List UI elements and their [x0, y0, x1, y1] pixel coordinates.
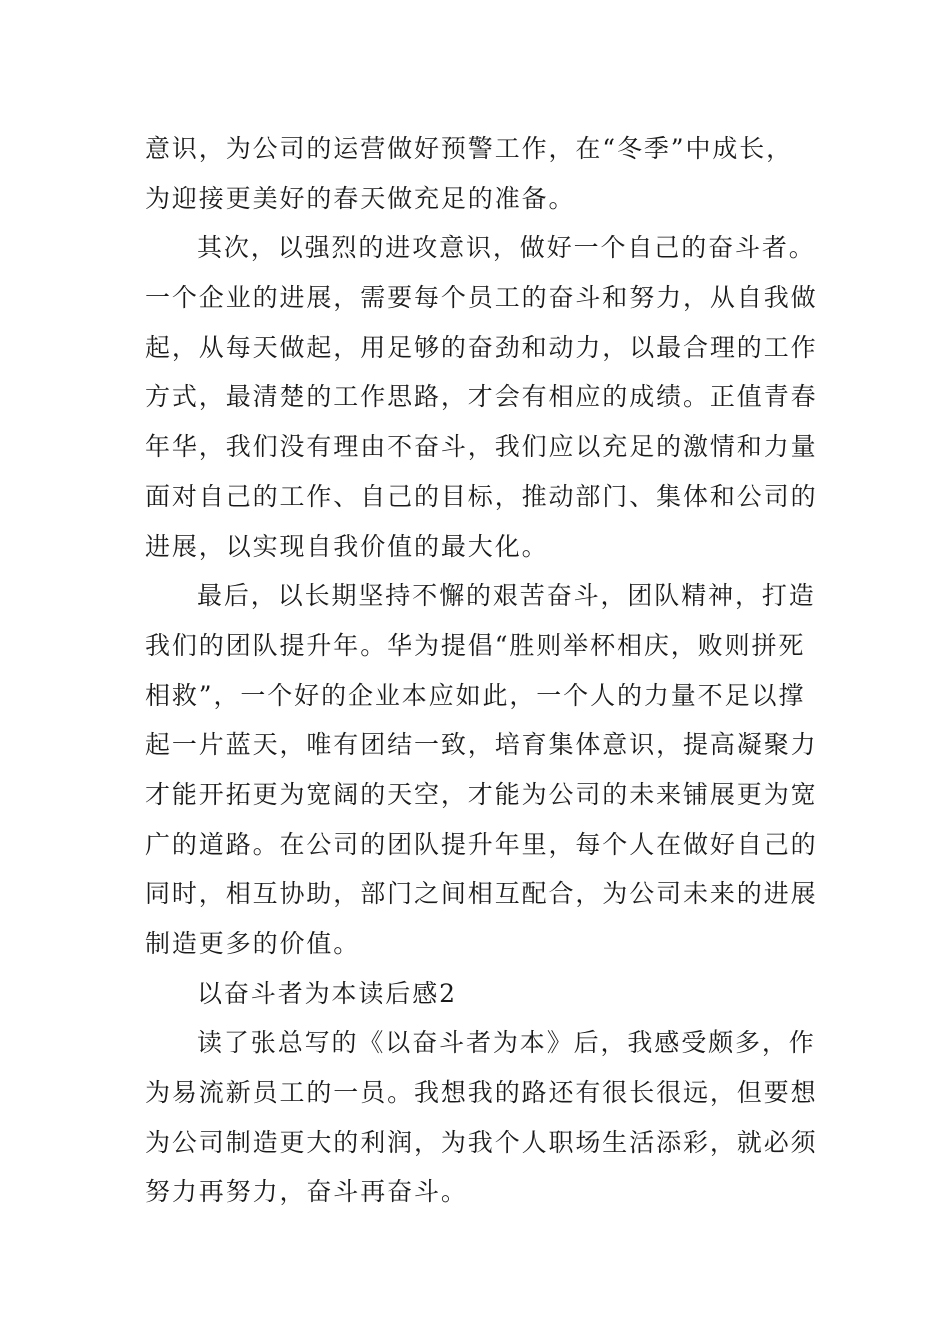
text-line: 努力再努力，奋斗再奋斗。: [145, 1177, 468, 1207]
text-line: 起一片蓝天，唯有团结一致，培育集体意识，提高凝聚力: [145, 730, 818, 760]
paragraph-first-line: 最后，以长期坚持不懈的艰苦奋斗，团队精神，打造: [197, 581, 816, 611]
text-line: 年华，我们没有理由不奋斗，我们应以充足的激情和力量: [145, 432, 818, 462]
text-line: 一个企业的进展，需要每个员工的奋斗和努力，从自我做: [145, 283, 818, 313]
text-line: 起，从每天做起，用足够的奋劲和动力，以最合理的工作: [145, 332, 818, 362]
text-line: 我们的团队提升年。华为提倡“胜则举杯相庆，败则拼死: [145, 630, 806, 660]
section-heading: 以奋斗者为本读后感2: [197, 978, 457, 1008]
text-line: 广的道路。在公司的团队提升年里，每个人在做好自己的: [145, 829, 818, 859]
text-line: 为迎接更美好的春天做充足的准备。: [145, 183, 576, 213]
paragraph-first-line: 其次，以强烈的进攻意识，做好一个自己的奋斗者。: [197, 233, 816, 263]
text-line: 同时，相互协助，部门之间相互配合，为公司未来的进展: [145, 879, 818, 909]
text-line: 制造更多的价值。: [145, 929, 361, 958]
text-line: 意识，为公司的运营做好预警工作，在“冬季”中成长，: [145, 134, 794, 163]
text-line: 为易流新员工的一员。我想我的路还有很长很远，但要想: [145, 1078, 818, 1108]
paragraph-first-line: 读了张总写的《以奋斗者为本》后，我感受颇多，作: [197, 1028, 816, 1058]
text-line: 为公司制造更大的利润，为我个人职场生活添彩，就必须: [145, 1127, 818, 1157]
text-line: 面对自己的工作、自己的目标，推动部门、集体和公司的: [145, 481, 818, 511]
text-line: 相救”，一个好的企业本应如此，一个人的力量不足以撑: [145, 680, 806, 710]
text-line: 进展，以实现自我价值的最大化。: [145, 531, 549, 561]
text-line: 方式，最清楚的工作思路，才会有相应的成绩。正值青春: [145, 382, 818, 412]
text-line: 才能开拓更为宽阔的天空，才能为公司的未来铺展更为宽: [145, 779, 818, 809]
document-body: [145, 124, 818, 1217]
